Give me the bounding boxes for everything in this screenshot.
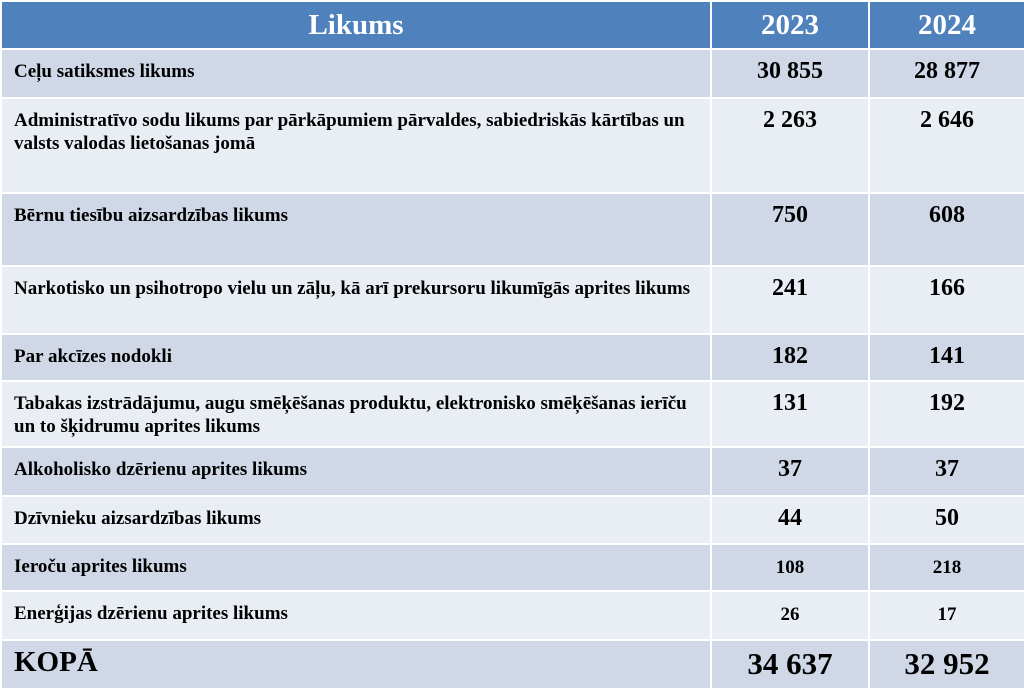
value-2024: 608 [869,193,1024,266]
value-2024: 2 646 [869,98,1024,193]
value-2023: 131 [711,381,869,447]
law-name: Ieroču aprites likums [1,544,711,591]
header-law: Likums [1,1,711,49]
value-2023: 2 263 [711,98,869,193]
value-2023: 30 855 [711,49,869,98]
law-name: Tabakas izstrādājumu, augu smēķēšanas produktu, elektronisko smēķēšanas ierīču un to šķidrumu aprites likums [1,381,711,447]
table-row [1,544,1024,591]
table-row [1,98,1024,193]
table-row [1,591,1024,639]
law-name: Administratīvo sodu likums par pārkāpumiem pārvaldes, sabiedriskās kārtības un valsts valodas lietošanas jomā [1,98,711,193]
law-name: Bērnu tiesību aizsardzības likums [1,193,711,266]
table-row [1,193,1024,266]
table-row [1,49,1024,98]
value-2024: 192 [869,381,1024,447]
value-2024: 141 [869,334,1024,381]
table-row [1,266,1024,333]
value-2023: 108 [711,544,869,591]
value-2023: 44 [711,496,869,544]
header-year-2024: 2024 [869,1,1024,49]
value-2023: 750 [711,193,869,266]
value-2024: 218 [869,544,1024,591]
table-row [1,381,1024,447]
table-row [1,447,1024,495]
value-2023: 26 [711,591,869,639]
value-2024: 37 [869,447,1024,495]
header-year-2023: 2023 [711,1,869,49]
value-2024: 50 [869,496,1024,544]
total-label: KOPĀ [1,640,711,689]
total-2024: 32 952 [869,640,1024,689]
law-name: Dzīvnieku aizsardzības likums [1,496,711,544]
value-2023: 241 [711,266,869,333]
total-row [1,640,1024,689]
value-2024: 17 [869,591,1024,639]
table-row [1,496,1024,544]
law-name: Ceļu satiksmes likums [1,49,711,98]
table-row [1,334,1024,381]
law-name: Enerģijas dzērienu aprites likums [1,591,711,639]
total-2023: 34 637 [711,640,869,689]
value-2024: 166 [869,266,1024,333]
law-name: Narkotisko un psihotropo vielu un zāļu, kā arī prekursoru likumīgās aprites likums [1,266,711,333]
value-2024: 28 877 [869,49,1024,98]
law-name: Alkoholisko dzērienu aprites likums [1,447,711,495]
value-2023: 182 [711,334,869,381]
header-row [1,1,1024,49]
value-2023: 37 [711,447,869,495]
law-name: Par akcīzes nodokli [1,334,711,381]
